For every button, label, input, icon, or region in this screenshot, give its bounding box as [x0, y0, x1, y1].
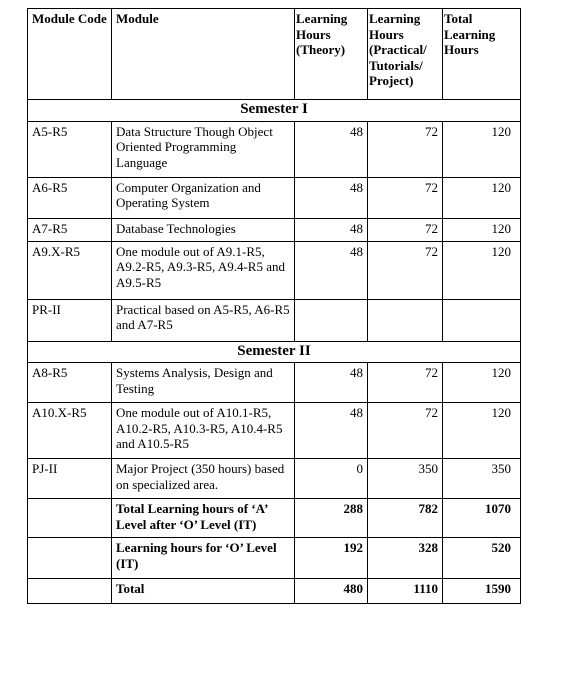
- theory-hours: [295, 299, 368, 341]
- table-row: [28, 121, 521, 177]
- total-hours: 120: [443, 121, 521, 177]
- practical-hours: 328: [368, 538, 443, 579]
- practical-hours: 72: [368, 121, 443, 177]
- module-code: PR-II: [28, 299, 112, 341]
- semester-2-heading: Semester II: [28, 341, 521, 363]
- table-row: [28, 363, 521, 403]
- module-name: Practical based on A5-R5, A6-R5 and A7-R5: [112, 299, 295, 341]
- module-name: Database Technologies: [112, 218, 295, 241]
- module-code: A7-R5: [28, 218, 112, 241]
- total-hours: 120: [443, 218, 521, 241]
- total-hours: 120: [443, 403, 521, 459]
- practical-hours: 782: [368, 499, 443, 538]
- semester-1-heading: Semester I: [28, 100, 521, 122]
- theory-hours: 480: [295, 579, 368, 604]
- total-hours: 1070: [443, 499, 521, 538]
- total-hours: [443, 299, 521, 341]
- total-hours: 120: [443, 177, 521, 218]
- table-row: [28, 177, 521, 218]
- total-hours: 520: [443, 538, 521, 579]
- total-label: Total Learning hours of ‘A’ Level after ‘O’ Level (IT): [112, 499, 295, 538]
- header-practical-hours: Learning Hours (Practical/ Tutorials/ Project): [368, 9, 443, 100]
- table-row: [28, 299, 521, 341]
- total-row: [28, 499, 521, 538]
- total-label: Learning hours for ‘O’ Level (IT): [112, 538, 295, 579]
- theory-hours: 48: [295, 403, 368, 459]
- practical-hours: 72: [368, 177, 443, 218]
- theory-hours: 48: [295, 121, 368, 177]
- table-row: [28, 459, 521, 499]
- module-code: A9.X-R5: [28, 241, 112, 299]
- header-module: Module: [112, 9, 295, 100]
- module-name: One module out of A10.1-R5, A10.2-R5, A10.3-R5, A10.4-R5 and A10.5-R5: [112, 403, 295, 459]
- theory-hours: 48: [295, 218, 368, 241]
- theory-hours: 0: [295, 459, 368, 499]
- curriculum-table: [27, 8, 521, 604]
- table-row: [28, 218, 521, 241]
- practical-hours: 72: [368, 241, 443, 299]
- table-row: [28, 241, 521, 299]
- total-label: Total: [112, 579, 295, 604]
- practical-hours: 72: [368, 363, 443, 403]
- practical-hours: 1110: [368, 579, 443, 604]
- module-code: PJ-II: [28, 459, 112, 499]
- semester-row: [28, 100, 521, 122]
- practical-hours: 350: [368, 459, 443, 499]
- practical-hours: 72: [368, 403, 443, 459]
- module-name: One module out of A9.1-R5, A9.2-R5, A9.3-R5, A9.4-R5 and A9.5-R5: [112, 241, 295, 299]
- module-name: Computer Organization and Operating System: [112, 177, 295, 218]
- module-name: Systems Analysis, Design and Testing: [112, 363, 295, 403]
- empty-cell: [28, 579, 112, 604]
- theory-hours: 48: [295, 363, 368, 403]
- header-theory-hours: Learning Hours (Theory): [295, 9, 368, 100]
- header-row: [28, 9, 521, 100]
- module-code: A8-R5: [28, 363, 112, 403]
- module-name: Data Structure Though Object Oriented Programming Language: [112, 121, 295, 177]
- practical-hours: 72: [368, 218, 443, 241]
- total-row: [28, 579, 521, 604]
- module-code: A6-R5: [28, 177, 112, 218]
- module-code: A5-R5: [28, 121, 112, 177]
- header-total-hours: Total Learning Hours: [443, 9, 521, 100]
- empty-cell: [28, 499, 112, 538]
- total-hours: 350: [443, 459, 521, 499]
- practical-hours: [368, 299, 443, 341]
- total-row: [28, 538, 521, 579]
- module-name: Major Project (350 hours) based on specialized area.: [112, 459, 295, 499]
- theory-hours: 192: [295, 538, 368, 579]
- module-code: A10.X-R5: [28, 403, 112, 459]
- header-module-code: Module Code: [28, 9, 112, 100]
- theory-hours: 48: [295, 177, 368, 218]
- theory-hours: 288: [295, 499, 368, 538]
- table-row: [28, 403, 521, 459]
- total-hours: 1590: [443, 579, 521, 604]
- empty-cell: [28, 538, 112, 579]
- theory-hours: 48: [295, 241, 368, 299]
- semester-row: [28, 341, 521, 363]
- total-hours: 120: [443, 363, 521, 403]
- total-hours: 120: [443, 241, 521, 299]
